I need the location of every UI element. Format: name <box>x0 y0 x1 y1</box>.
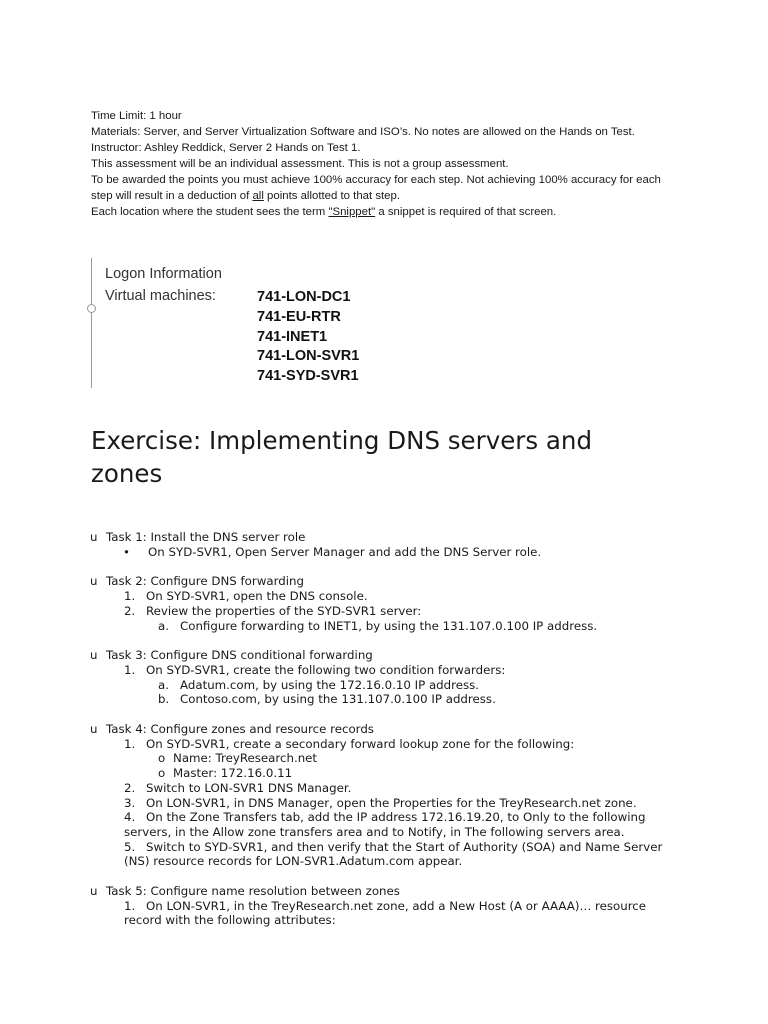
logon-title: Logon Information <box>105 266 222 282</box>
task-heading: u Task 5: Configure name resolution between zones <box>90 884 400 899</box>
task-heading: u Task 1: Install the DNS server role <box>90 530 306 544</box>
time-limit: Time Limit: 1 hour <box>91 110 182 122</box>
vm-item: 741-LON-DC1 <box>257 289 351 305</box>
bullet-icon: • <box>123 544 130 559</box>
list-item: 1. On SYD-SVR1, create a secondary forward lookup zone for the following: <box>124 736 575 751</box>
circle-bullet-icon: o <box>158 751 166 766</box>
task-marker-icon: u <box>90 574 98 589</box>
list-item: 1. On SYD-SVR1, create the following two condition forwarders: <box>124 662 506 677</box>
accuracy-note-line-2: step will result in a deduction of all points allotted to that step. <box>91 190 401 202</box>
list-item: 2. Switch to LON-SVR1 DNS Manager. <box>124 780 352 795</box>
task-marker-icon: u <box>90 722 98 737</box>
list-item: o Name: TreyResearch.net <box>158 751 318 766</box>
list-item: a. Adatum.com, by using the 172.16.0.10 IP address. <box>158 677 480 692</box>
list-item: 4. On the Zone Transfers tab, add the IP address 172.16.19.20, to Only to the following <box>124 810 646 825</box>
list-item: 3. On LON-SVR1, in DNS Manager, open the Properties for the TreyResearch.net zone. <box>124 795 637 810</box>
task-marker-icon: u <box>90 884 98 899</box>
task-heading: u Task 2: Configure DNS forwarding <box>90 574 304 589</box>
task-list <box>90 530 710 943</box>
vm-item: 741-LON-SVR1 <box>257 348 360 365</box>
vm-item: 741-EU-RTR <box>257 308 341 325</box>
task-heading: u Task 4: Configure zones and resource records <box>90 722 374 737</box>
task-5 <box>90 884 710 928</box>
list-item-continuation: (NS) resource records for LON-SVR1.Adatum.com appear. <box>124 854 463 869</box>
virtual-machines-label: Virtual machines: <box>105 288 216 304</box>
snippet-note: Each location where the student sees the term "Snippet" a snippet is required of that screen. <box>91 206 557 218</box>
accuracy-note-line-1: To be awarded the points you must achieve 100% accuracy for each step. Not achieving 100% accuracy for each <box>91 174 661 186</box>
task-4 <box>90 722 710 869</box>
task-heading: u Task 3: Configure DNS conditional forwarding <box>90 648 373 663</box>
vm-item: 741-INET1 <box>257 328 328 345</box>
task-marker-icon: u <box>90 648 98 663</box>
list-item-continuation: servers, in the Allow zone transfers area and to Notify, in The following servers area. <box>124 824 625 839</box>
list-item: 1. On LON-SVR1, in the TreyResearch.net zone, add a New Host (A or AAAA)… resource <box>124 898 647 913</box>
task-1 <box>90 530 710 559</box>
materials-note: Materials: Server, and Server Virtualization Software and ISO’s. No notes are allowed on the Hands on Test. <box>91 126 635 138</box>
list-item: 1. On SYD-SVR1, open the DNS console. <box>124 589 368 604</box>
list-item: o Master: 172.16.0.11 <box>158 766 293 781</box>
task-2 <box>90 574 710 633</box>
list-item-continuation: record with the following attributes: <box>124 913 336 928</box>
task-3 <box>90 648 710 707</box>
list-item: b. Contoso.com, by using the 131.107.0.100 IP address. <box>158 692 496 707</box>
list-item: a. Configure forwarding to INET1, by using the 131.107.0.100 IP address. <box>158 618 598 633</box>
assessment-header <box>91 108 691 220</box>
list-item: 5. Switch to SYD-SVR1, and then verify that the Start of Authority (SOA) and Name Server <box>124 839 663 854</box>
instructor-line: Instructor: Ashley Reddick, Server 2 Hands on Test 1. <box>91 142 361 154</box>
list-item: • On SYD-SVR1, Open Server Manager and add the DNS Server role. <box>123 544 542 559</box>
individual-note: This assessment will be an individual assessment. This is not a group assessment. <box>91 158 509 170</box>
virtual-machine-list <box>257 288 359 387</box>
exercise-title: Exercise: Implementing DNS servers and zones <box>91 426 592 488</box>
connector-circle-icon <box>87 304 96 313</box>
task-marker-icon: u <box>90 530 98 544</box>
list-item: 2. Review the properties of the SYD-SVR1 server: <box>124 603 422 618</box>
vm-item: 741-SYD-SVR1 <box>257 368 359 385</box>
circle-bullet-icon: o <box>158 766 166 781</box>
logon-information-panel <box>91 258 392 388</box>
